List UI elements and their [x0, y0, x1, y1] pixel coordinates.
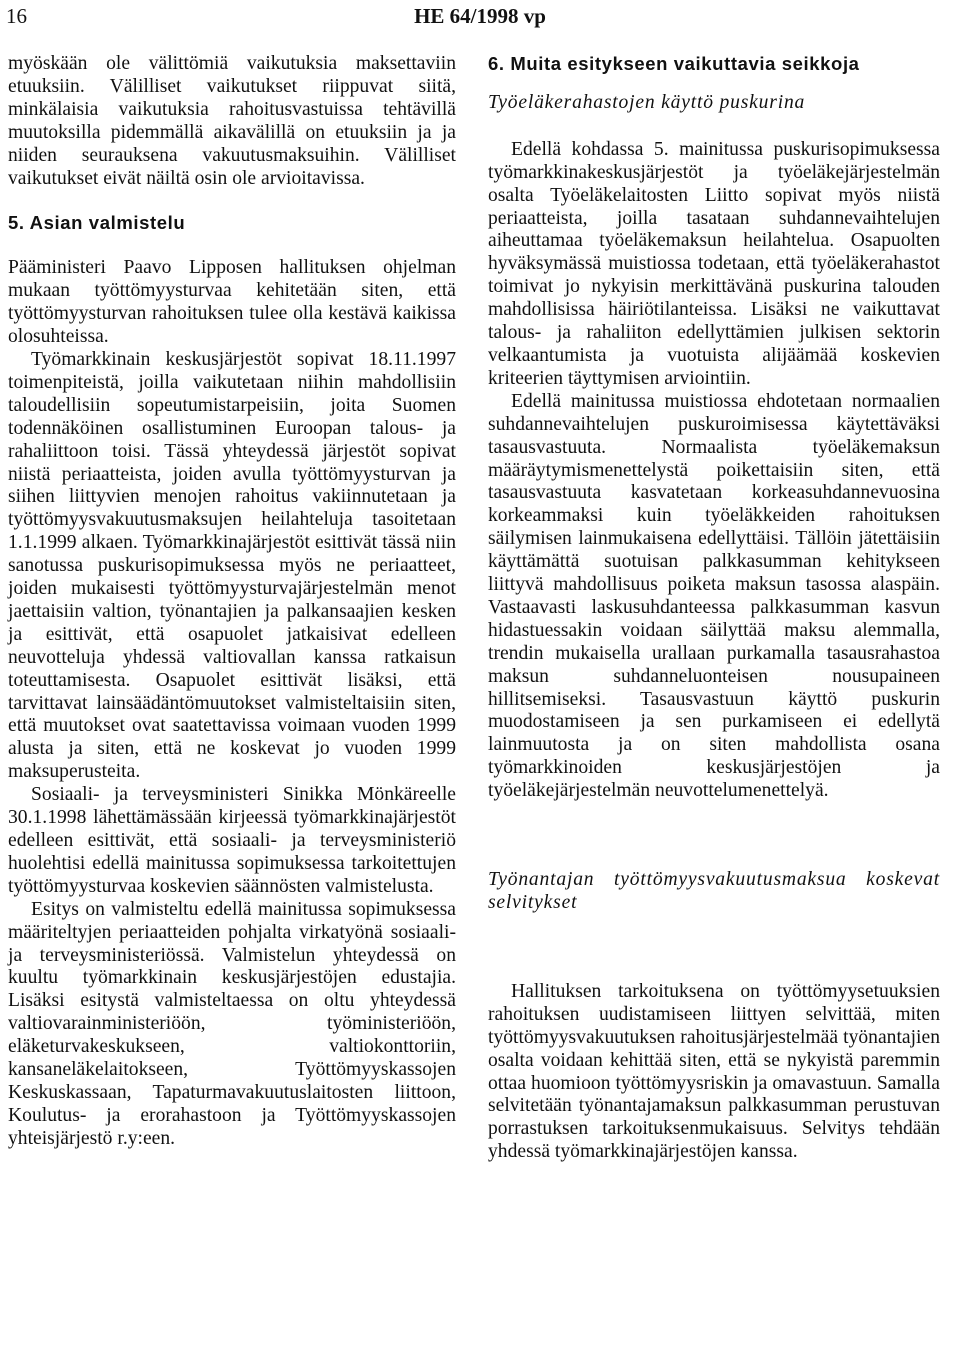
- right-column: [488, 53, 940, 1164]
- paragraph: Sosiaali- ja terveysministeri Sinikka Mönkäreelle 30.1.1998 lähettämässään kirjeessä työmarkkinajärjestöt edelleen esittivät, että sosiaali- ja terveysministeriö huolehtisi edellä mainitussa sopimuksessa tarkoitettujen työttömyysturvaa koskevien säännösten valmistelusta.: [8, 784, 456, 897]
- left-column: [8, 53, 456, 1151]
- page-number: 16: [6, 4, 27, 28]
- document-id: HE 64/1998 vp: [414, 4, 546, 28]
- subheading-2: Työnantajan työttömyysvakuutusmaksua koskevat selvitykset: [488, 869, 940, 913]
- paragraph: Hallituksen tarkoituksena on työttömyysetuuksien rahoituksen uudistamiseen liittyen selvittää, miten työttömyysvakuutuksen rahoitusjärjestelmää työnantajien osalta voidaan kehittää siten, että se nykyistä paremmin ottaa huomioon työttömyysriskin ja omavastuun. Samalla selvitetään työnantajamaksun palkkasumman perustuvan porrastuksen tarkoituksenmukaisuus. Selvitys tehdään yhdessä työmarkkinajärjestöjen kanssa.: [488, 980, 940, 1163]
- paragraph: Pääministeri Paavo Lipposen hallituksen ohjelman mukaan työttömyysturvaa kehitetään siten, että työttömyysturvan rahoituksen tulee olla kestävä kaikissa olosuhteissa.: [8, 257, 456, 348]
- paragraph: Työmarkkinain keskusjärjestöt sopivat 18.11.1997 toimenpiteistä, joilla vaikutetaan niihin mahdollisiin taloudellisiin sopeutumistarpeisiin, joita Suomen todennäköinen osallistuminen Euroopan talous- ja rahaliittoon toisi. Tässä yhteydessä järjestöt sopivat niistä periaatteista, joiden avulla työttömyysturvan ja siihen liittyvien menojen rahoitus vakiinnutetaan ja työttömyysvakuutusmaksujen heilahteluja tasoitetaan 1.1.1999 alkaen. Työmarkkinajärjestöt esittivät tässä niin sanotussa puskurisopimuksessa myös ne periaatteet, joiden mukaisesti työttömyysturvajärjestelmän menot jaettaisiin valtion, työnantajien ja palkansaajien kesken ja esittivät, että osapuolet jatkaisivat edelleen neuvotteluja yhdessä valtiovallan kanssa ratkaisun toteuttamisesta. Osapuolet esittivät lisäksi, että tarvittavat lainsäädäntömuutokset valmisteltaisiin siten, että muutokset ovat saatettavissa voimaan vuoden 1999 alusta ja siten, että ne koskevat jo vuoden 1999 maksuperusteita.: [8, 348, 456, 783]
- paragraph: Edellä kohdassa 5. mainitussa puskurisopimuksessa työmarkkinakeskusjärjestöt ja työeläkejärjestelmän osalta Työeläkelaitosten Liitto sopivat myös niistä periaatteista, joilla tasataan suhdannevaihtelujen aiheuttamaa työeläkemaksun heilahtelua. Osapuolten hyväksymässä muistiossa todetaan, että työeläkerahastot toimivat jo nykyisin merkittävänä puskurina talouden mahdollisissa häiriötilanteissa. Lisäksi ne vaikuttavat talous- ja rahaliiton edellyttämien julkisen sektorin velkaantumista ja vuotuista alijäämää koskevien kriteerien täyttymisen arviointiin.: [488, 138, 940, 389]
- paragraph: Esitys on valmisteltu edellä mainitussa sopimuksessa määriteltyjen periaatteiden pohjalta virkatyönä sosiaali- ja terveysministeriössä. Valmistelun yhteydessä on kuultu työmarkkinain keskusjärjestöjen edustajia. Lisäksi esitystä valmisteltaessa on oltu yhteydessä valtiovarainministeriöön, työministeriöön, eläketurvakeskukseen, valtiokonttoriin, kansaneläkelaitokseen, Työttömyyskassojen Keskuskassaan, Tapaturmavakuutuslaitosten liittoon, Koulutus- ja erorahastoon ja Työttömyyskassojen yhteisjärjestö r.y:een.: [8, 898, 456, 1149]
- subheading-1: Työeläkerahastojen käyttö puskurina: [488, 91, 806, 113]
- section-5-heading: 5. Asian valmistelu: [8, 212, 186, 234]
- section-6-heading: 6. Muita esitykseen vaikuttavia seikkoja: [488, 53, 860, 74]
- intro-paragraph: myöskään ole välittömiä vaikutuksia maksettaviin etuuksiin. Välilliset vaikutukset riippuvat siitä, minkälaisia vaikutuksia rahoitusvastuissa tehtävillä muutoksilla pidemmällä aikavälillä on etuuksiin ja ja niiden seurauksena vakuutusmaksuihin. Välilliset vaikutukset eivät näiltä osin ole arvioitavissa.: [8, 53, 456, 189]
- paragraph: Edellä mainitussa muistiossa ehdotetaan normaalien suhdannevaihtelujen puskuroimisessa käytettäväksi tasausvastuuta. Normaalista työeläkemaksun määräytymismenettelystä poikettaisiin siten, että tasausvastuuta kasvatetaan korkeasuhdannevuosina korkeammaksi kuin työeläkkeiden rahoituksen säilymisen lainmukaisena edellyttäisi. Tällöin jätettäisiin käyttämättä suotuisan palkkasumman kehitykseen liittyvä mahdollisuus poiketa maksun tasossa alaspäin. Vastaavasti laskusuhdanteessa palkkasumman kasvun hidastuessakin voidaan säilyttää maksu alemmalla, trendin mukaisella urallaan purkamalla tasausrahastoa maksun suhdanneluonteisen nousupaineen hillitsemiseksi. Tasausvastuun käyttö puskurin muodostamiseen ja sen purkamiseen ei edellytä lainmuutosta ja on siten mahdollista osana työmarkkinoiden keskusjärjestöjen ja työeläkejärjestelmän neuvottelumenettelyä.: [488, 390, 940, 802]
- page-header: [0, 4, 960, 34]
